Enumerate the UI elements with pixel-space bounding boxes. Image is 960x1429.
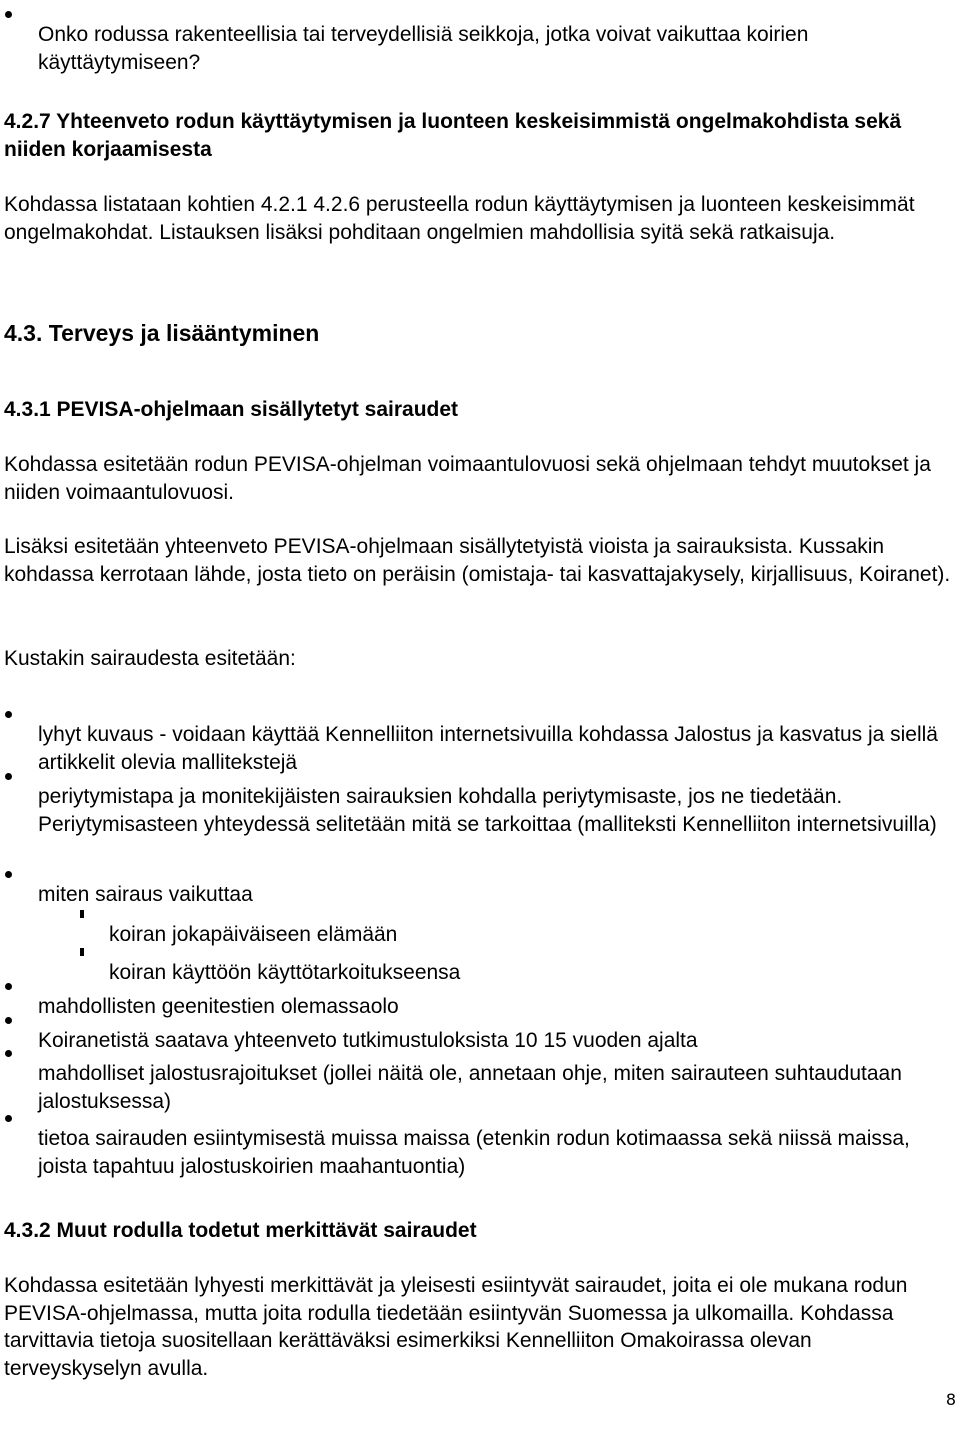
section-4-3-1-paragraph: Lisäksi esitetään yhteenveto PEVISA-ohjelmaan sisällytetyistä vioista ja sairauksista. Kussakin kohdassa kerrotaan lähde, josta tieto on peräisin (omistaja- tai kasvattajakysely, kirjallisuus, Koiranet).: [4, 535, 951, 586]
list-item-text: Onko rodussa rakenteellisia tai terveydellisiä seikkoja, jotka voivat vaikuttaa koirien käyttäytymiseen?: [38, 23, 809, 74]
section-heading-4-3-1: 4.3.1 PEVISA-ohjelmaan sisällytetyt sairaudet: [4, 398, 459, 421]
section-4-3-1-paragraph: Kohdassa esitetään rodun PEVISA-ohjelman voimaantulovuosi sekä ohjelmaan tehdyt muutokset ja niiden voimaantulovuosi.: [4, 453, 931, 504]
bullet-icon: [5, 1050, 12, 1057]
bullet-icon: [5, 983, 12, 990]
page-number: 8: [945, 1390, 956, 1409]
list-item-text: Koiranetistä saatava yhteenveto tutkimustuloksista 10 15 vuoden ajalta: [38, 1029, 698, 1052]
square-bullet-icon: [80, 948, 84, 956]
list-item-text: lyhyt kuvaus - voidaan käyttää Kennelliiton internetsivuilla kohdassa Jalostus ja kasvatus ja siellä artikkelit olevia mallitekstejä: [38, 723, 938, 774]
section-4-3-2-body: Kohdassa esitetään lyhyesti merkittävät ja yleisesti esiintyvät sairaudet, joita ei ole mukana rodun PEVISA-ohjelmassa, mutta joita rodulla tiedetään esiintyvän Suomessa ja ulkomailla. Kohdassa tarvittavia tietoja suositellaan kerättäväksi esimerkiksi Kennelliiton Omakoirassa olevan terveyskyselyn avulla.: [4, 1274, 908, 1380]
section-heading-4-2-7: 4.2.7 Yhteenveto rodun käyttäytymisen ja luonteen keskeisimmistä ongelmakohdista sekä niiden korjaamisesta: [4, 110, 902, 161]
list-item-text: periytymistapa ja monitekijäisten sairauksien kohdalla periytymisaste, jos ne tiedetään. Periytymisasteen yhteydessä selitetään mitä se tarkoittaa (malliteksti Kennelliiton internetsivuilla): [38, 785, 937, 836]
square-bullet-icon: [80, 910, 84, 918]
sub-list-item-text: koiran jokapäiväiseen elämään: [109, 923, 398, 946]
section-heading-4-3-2: 4.3.2 Muut rodulla todetut merkittävät sairaudet: [4, 1219, 477, 1242]
bullet-icon: [5, 773, 12, 780]
bullet-icon: [5, 871, 12, 878]
bullet-icon: [5, 711, 12, 718]
list-item-text: tietoa sairauden esiintymisestä muissa maissa (etenkin rodun kotimaassa sekä niissä maissa, joista tapahtuu jalostuskoirien maahantuontia): [38, 1127, 910, 1178]
list-item-text: mahdolliset jalostusrajoitukset (jollei näitä ole, annetaan ohje, miten sairauteen suhtaudutaan jalostuksessa): [38, 1062, 902, 1113]
bullet-icon: [5, 1017, 12, 1024]
bullet-icon: [5, 11, 12, 18]
sub-list-item-text: koiran käyttöön käyttötarkoitukseensa: [109, 961, 461, 984]
list-item-text: mahdollisten geenitestien olemassaolo: [38, 995, 399, 1018]
list-intro: Kustakin sairaudesta esitetään:: [4, 647, 296, 670]
bullet-icon: [5, 1115, 12, 1122]
section-heading-4-3: 4.3. Terveys ja lisääntyminen: [4, 320, 320, 346]
list-item-text: miten sairaus vaikuttaa: [38, 883, 253, 906]
section-4-2-7-body: Kohdassa listataan kohtien 4.2.1 4.2.6 perusteella rodun käyttäytymisen ja luonteen keskeisimmät ongelmakohdat. Listauksen lisäksi pohditaan ongelmien mahdollisia syitä sekä ratkaisuja.: [4, 193, 915, 244]
